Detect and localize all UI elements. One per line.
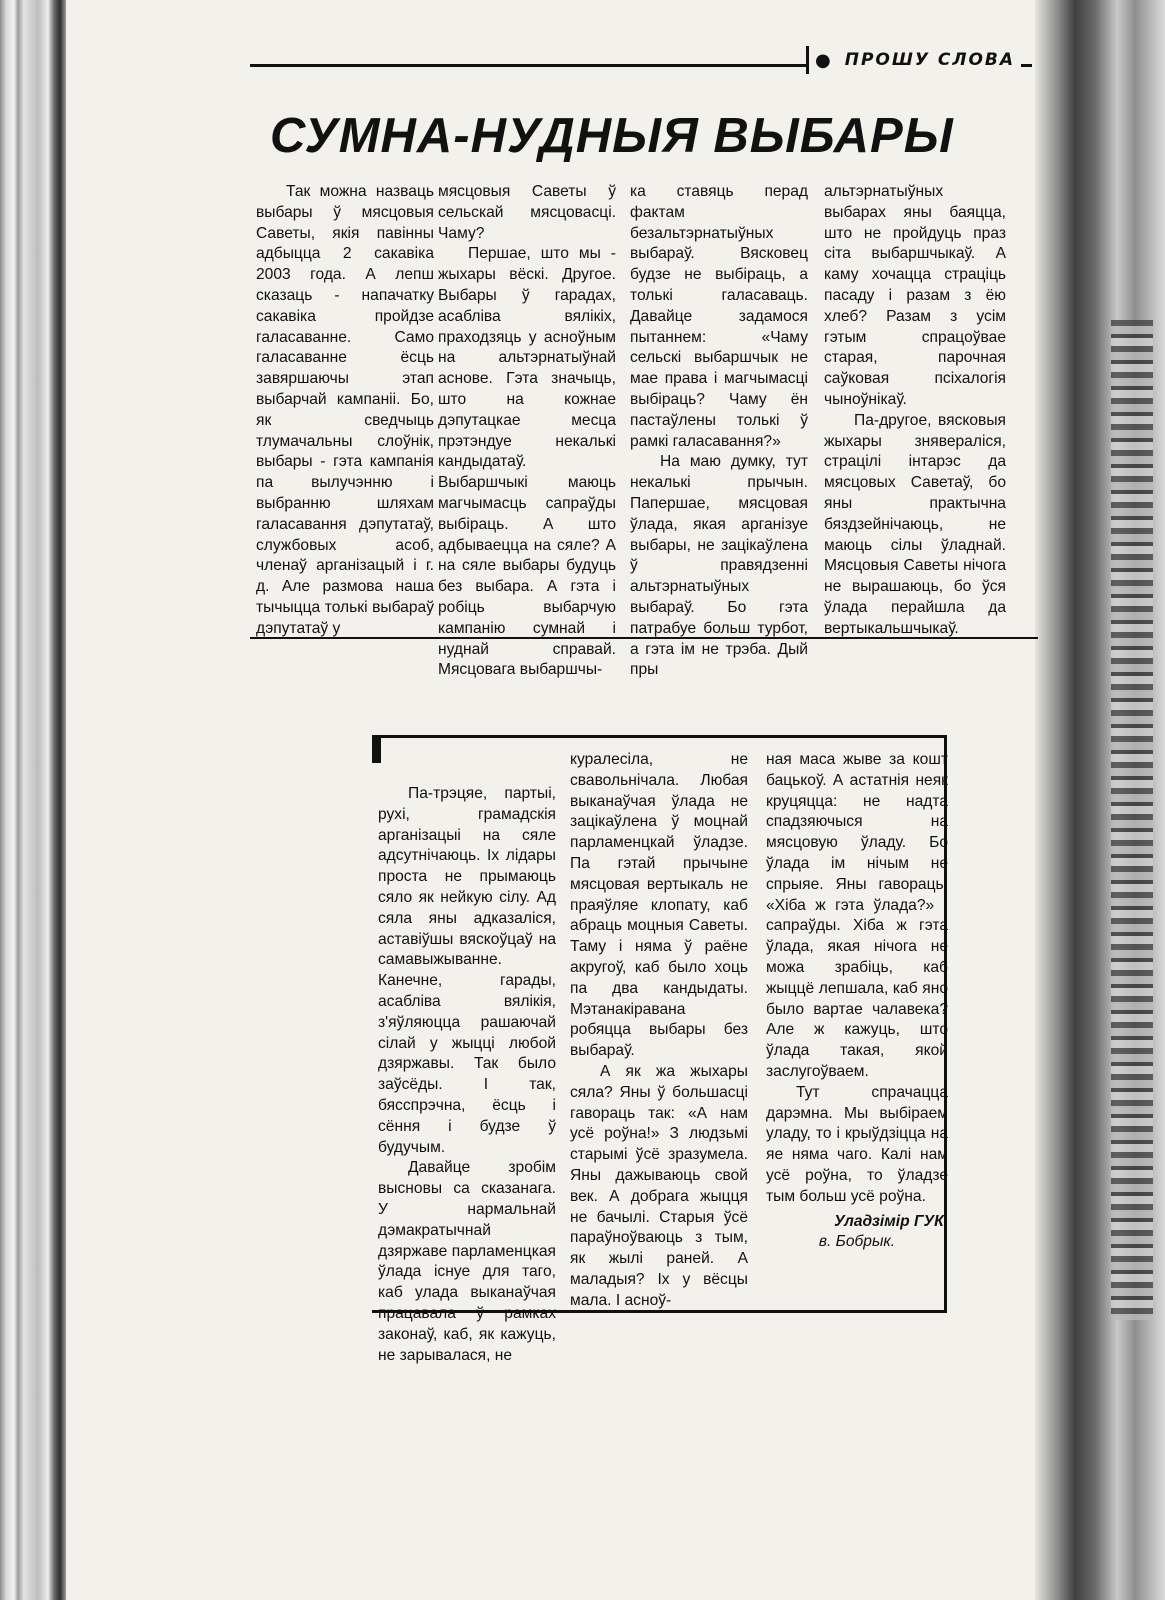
article-2-column-3	[766, 750, 948, 1253]
paragraph: На маю думку, тут некалькі прычын. Папершае, мясцовая ўлада, якая арганізуе выбары, не зацікаўлена ў правядзенні альтэрнатыўных выбараў. Бо гэта патрабуе больш турбот, а гэта ім не трэба. Дый пры	[630, 453, 808, 679]
rubric-label: ПРОШУ СЛОВА	[844, 50, 1016, 70]
article-2-column-2	[570, 750, 748, 1312]
book-binding-left	[0, 0, 66, 1600]
author-signature: Уладзімір ГУК.	[834, 1212, 948, 1230]
paragraph: альтэрнатыўных выбарах яны баяцца, што не пройдуць праз сіта выбаршчыкаў. А каму хочацца страціць пасаду і разам з ёю хлеб? Разам з усім гэтым спрацоўвае старая, парочная саўковая псіхалогія чыноўнікаў.	[824, 183, 1006, 408]
paragraph: Першае, што мы - жыхары вёскі. Другое. Выбары ў гарадах, асабліва вялікіх, праходзяць у асноўным на альтэрнатыўнай аснове. Гэта значыць, што на кожнае дэпутацкае месца прэтэндуе некалькі кандыдатаў. Выбаршчыкі маюць магчымасць сапраўды выбіраць. А што адбываецца на сяле? А на сяле выбары будуць без выбара. А гэта і робіць выбарчую кампанію сумнай і нуднай справай. Мясцовага выбаршчы-	[438, 245, 616, 679]
paragraph: Давайце зробім высновы са сказанага. У нармальнай дэмакратычнай дзяржаве парламенцкая ўлада існуе для таго, каб улада выканаўчая працавала ў рамках законаў, каб, як кажуць, не зарывалася, не	[378, 1159, 556, 1364]
article-1	[242, 182, 1034, 679]
article-2-column-1	[378, 784, 556, 1366]
paragraph: Па-другое, вясковыя жыхары знявераліся, страцілі інтарэс да мясцовых Саветаў, бо яны практычна бяздзейнічаюць, не маюць сілы ўладнай. Мясцовыя Саветы нічога не вырашаюць, бо ўся ўлада перайшла да вертыкальшчыкаў.	[824, 411, 1006, 637]
article-2	[378, 750, 950, 1364]
bullet-icon: ●	[815, 49, 831, 71]
paragraph: мясцовыя Саветы ў сельскай мясцовасці. Чаму?	[438, 183, 616, 242]
paragraph: Тут спрачацца дарэмна. Мы выбіраем уладу, то і крыўдзіцца на яе няма чаго. Калі нам усё роўна, то ўладзе тым больш усё роўна.	[766, 1083, 948, 1205]
author-place: в. Бобрык.	[818, 1233, 896, 1251]
article-1-column-3	[630, 182, 808, 681]
paragraph: ная маса жыве за кошт бацькоў. А астатнія неяк круцяцца: не надта спадзяючыся на мясцовую ўладу. Бо ўлада ім нічым не спрыяе. Яны гавораць: «Хіба ж гэта ўлада?» І сапраўды. Хіба ж гэта ўлада, якая нічога не можа зрабіць, каб жыццё лепшала, каб яно было вартае чалавека? Але ж кажуць, што ўлада такая, якой заслугоўваем.	[766, 751, 948, 1080]
paragraph: Па-трэцяе, партыі, рухі, грамадскія арганізацыі на сяле адсутнічаюць. Іх лідары проста не прымаюць сяло як нейкую сілу. Ад сяла яны адказаліся, аставіўшы вяскоўцаў на самавыжыванне. Канечне, гарады, асабліва вялікія, з'яўляюцца рашаючай сілай у жыцці любой дзяржавы. Так было заўсёды. І так, бясспрэчна, ёсць і сёння і будзе ў будучым.	[378, 785, 556, 1156]
paragraph: А як жа жыхары сяла? Яны ў большасці гавораць так: «А нам усё роўна!» З людзьмі старымі ўсё зразумела. Яны дажываюць свой век. А добрага жыцця не бачылі. Старыя ўсё параўноўваюць з тым, як жылі раней. А маладыя? Іх у вёсцы мала. І асноў-	[570, 1062, 748, 1309]
article-1-column-2	[438, 182, 616, 681]
adjacent-page-text	[1111, 320, 1153, 1320]
article-1-column-1	[256, 182, 434, 640]
rubric	[806, 46, 1021, 74]
paragraph: Так можна назваць выбары ў мясцовыя Саветы, якія павінны адбыцца 2 сакавіка 2003 года. А лепш сказаць - напачатку сакавіка пройдзе галасаванне. Само галасаванне ёсць завяршаючы этап выбарчай кампаніі. Бо, як сведчыць тлумачальны слоўнік, выбары - гэта кампанія па вылучэнню і выбранню шляхам галасавання дэпутатаў, службовых асоб, членаў арганізацый і г. д. Але размова наша тычыцца толькі выбараў дэпутатаў у	[256, 183, 434, 637]
article-1-column-4	[824, 182, 1006, 640]
headline: СУМНА-НУДНЫЯ ВЫБАРЫ	[270, 109, 954, 163]
article-1-bottom-rule	[250, 637, 1038, 639]
paragraph: куралесіла, не свавольнічала. Любая выканаўчая ўлада не зацікаўлена ў моцнай парламенцкай ўладзе. Па гэтай прычыне мясцовая вертыкаль не праяўляе клопату, каб абраць моцныя Саветы. Таму і няма ў раёне акругоў, каб было хоць па два кандыдаты. Мэтанакіравана робяцца выбары без выбараў.	[570, 751, 748, 1060]
paragraph: ка ставяць перад фактам безальтэрнатыўных выбараў. Вясковец будзе не выбіраць, а толькі галасаваць. Давайце задамося пытаннем: «Чаму сельскі выбаршчык не мае права і магчымасці выбіраць? Чаму ён пастаўлены толькі ў рамкі галасавання?»	[630, 183, 808, 450]
